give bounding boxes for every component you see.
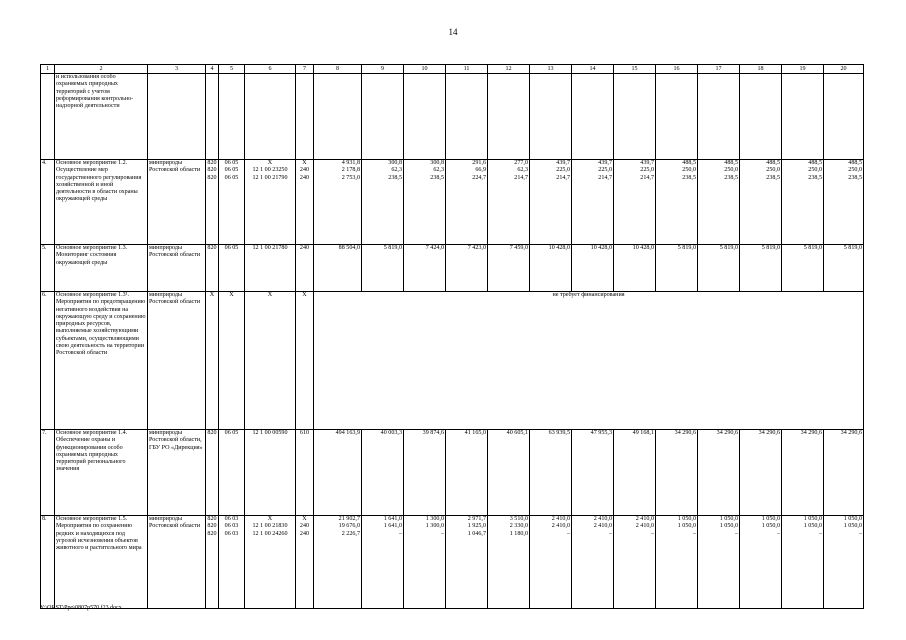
amount-cell	[314, 430, 362, 516]
amount-value: 1 925,0	[467, 523, 486, 530]
row-title: Основное мероприятие 1.4. Обеспечение охраны и функционирования особо охраняемых природных территорий регионального значения	[55, 430, 148, 516]
amount-value: 2 753,0	[341, 174, 360, 181]
code-cell	[219, 430, 245, 516]
amount-value: 5 819,0	[719, 245, 738, 251]
amount-value: –	[650, 530, 654, 537]
row-number: 4.	[41, 160, 55, 245]
row-executor: минприроды Ростовской области	[148, 292, 206, 430]
code-value: 820	[207, 245, 217, 251]
amount-value: –	[776, 530, 780, 537]
row-title: Основное мероприятие 1.5. Мероприятия по сохранению редких и находящихся под угрозой исчезновения объектов животного и растительного мира	[55, 516, 148, 609]
code-value: 240	[299, 245, 310, 251]
amount-value: 2 226,7	[341, 530, 360, 537]
amount-cell	[530, 245, 572, 292]
table-row	[41, 245, 864, 292]
code-cell: X	[296, 292, 314, 430]
column-number: 14	[572, 65, 614, 74]
code-cell	[245, 516, 296, 609]
amount-value: 10 428,0	[590, 245, 612, 251]
row-number: 8.	[41, 516, 55, 609]
table-row	[41, 74, 864, 160]
amount-cell	[488, 245, 530, 292]
amount-value: 214,7	[640, 174, 654, 181]
amount-cell	[740, 160, 782, 245]
amount-value: 439,7	[556, 160, 570, 166]
code-cell	[245, 245, 296, 292]
code-cell	[245, 430, 296, 516]
amount-value: 1 046,7	[467, 530, 486, 537]
row-title: Основное мероприятие 1.2. Осуществление мер государственного регулирования хозяйственной и иной деятельности в области охраны окружающей среды	[55, 160, 148, 245]
amount-value: –	[440, 530, 444, 537]
code-cell	[206, 430, 219, 516]
code-value: X	[267, 516, 273, 522]
code-value: 06 05	[224, 167, 239, 174]
amount-value: 238,5	[766, 174, 780, 181]
code-value: 610	[299, 430, 310, 436]
amount-value: –	[692, 530, 696, 537]
amount-value: 2 410,0	[593, 523, 612, 530]
amount-value: 238,5	[724, 174, 738, 181]
code-value: 12 1 00 21780	[252, 245, 288, 251]
amount-cell	[698, 160, 740, 245]
code-cell	[296, 516, 314, 609]
amount-cell	[404, 516, 446, 609]
amount-value: 2 178,8	[341, 167, 360, 174]
column-number: 16	[656, 65, 698, 74]
amount-cell	[782, 160, 824, 245]
code-cell	[296, 245, 314, 292]
amount-cell	[530, 516, 572, 609]
amount-cell	[404, 160, 446, 245]
amount-value: 4 931,8	[341, 160, 360, 166]
amount-cell	[446, 516, 488, 609]
column-number: 18	[740, 65, 782, 74]
amount-value: –	[818, 530, 822, 537]
code-cell	[219, 160, 245, 245]
column-number: 7	[296, 65, 314, 74]
amount-value: 2 410,0	[635, 523, 654, 530]
amount-value: 1 180,0	[509, 530, 528, 537]
code-value: 12 1 00 23250	[252, 167, 288, 174]
code-value: 06 05	[224, 174, 239, 181]
amount-value: 62,3	[433, 167, 444, 174]
table-row	[41, 160, 864, 245]
amount-value: 238,5	[430, 174, 444, 181]
amount-value: 488,5	[766, 160, 780, 166]
amount-value: 1 300,0	[425, 523, 444, 530]
amount-cell	[362, 516, 404, 609]
code-cell	[219, 516, 245, 609]
amount-cell	[698, 516, 740, 609]
amount-value: 5 819,0	[761, 245, 780, 251]
amount-value: 34 290,6	[674, 430, 696, 436]
row-title: Основное мероприятие 1.3. Мониторинг состояния окружающей среды	[55, 245, 148, 292]
code-cell: X	[245, 292, 296, 430]
code-value: 06 05	[224, 430, 239, 436]
amount-cell	[314, 160, 362, 245]
amount-value: 5 819,0	[383, 245, 402, 251]
amount-value: 250,0	[848, 167, 862, 174]
amount-value: 488,5	[682, 160, 696, 166]
column-number: 4	[206, 65, 219, 74]
no-financing-note: не требует финансирования	[314, 292, 864, 430]
amount-value: 1 050,0	[719, 516, 738, 522]
amount-value: 1 050,0	[677, 516, 696, 522]
row-executor: минприроды Ростовской области, ГБУ РО «Дирекция»	[148, 430, 206, 516]
amount-value: 1 050,0	[761, 516, 780, 522]
amount-value: 238,5	[808, 174, 822, 181]
amount-value: 225,0	[598, 167, 612, 174]
amount-value: 494 163,9	[335, 430, 360, 436]
amount-cell	[488, 430, 530, 516]
amount-value: 488,5	[848, 160, 862, 166]
amount-cell	[572, 430, 614, 516]
amount-value: 66,9	[475, 167, 486, 174]
amount-cell	[572, 516, 614, 609]
amount-value: 40 605,1	[506, 430, 528, 436]
column-number-row	[41, 65, 864, 74]
amount-value: 1 050,0	[843, 516, 862, 522]
column-number: 5	[219, 65, 245, 74]
row-number: 6.	[41, 292, 55, 430]
column-number: 3	[148, 65, 206, 74]
amount-cell	[614, 160, 656, 245]
code-value: 06 03	[224, 523, 239, 530]
amount-cell	[404, 245, 446, 292]
amount-value: 439,7	[640, 160, 654, 166]
amount-value: 40 003,3	[380, 430, 402, 436]
amount-value: 291,6	[472, 160, 486, 166]
amount-value: 2 410,0	[551, 516, 570, 522]
amount-value: 21 902,7	[338, 516, 360, 522]
amount-value: 300,8	[388, 160, 402, 166]
column-number: 8	[314, 65, 362, 74]
code-value: 12 1 00 24260	[252, 530, 288, 537]
amount-value: 2 410,0	[551, 523, 570, 530]
amount-value: 1 300,0	[425, 516, 444, 522]
code-value: X	[302, 160, 307, 166]
amount-cell	[362, 160, 404, 245]
amount-cell	[530, 160, 572, 245]
amount-cell	[488, 516, 530, 609]
file-path-footer: Y:\ORST\Ppo\0807p570.f23.docx	[40, 605, 122, 611]
code-cell	[296, 160, 314, 245]
code-value: 06 05	[224, 160, 239, 166]
amount-value: 41 165,0	[464, 430, 486, 436]
amount-cell	[362, 245, 404, 292]
amount-value: 2 410,0	[635, 516, 654, 522]
amount-value: 439,7	[598, 160, 612, 166]
code-cell	[206, 245, 219, 292]
amount-cell	[698, 430, 740, 516]
amount-value: 39 874,6	[422, 430, 444, 436]
amount-cell	[446, 430, 488, 516]
amount-value: 214,7	[514, 174, 528, 181]
amount-cell	[488, 160, 530, 245]
amount-value: 225,0	[556, 167, 570, 174]
amount-cell	[614, 430, 656, 516]
amount-value: 34 290,6	[716, 430, 738, 436]
amount-cell	[446, 245, 488, 292]
amount-value: 1 641,0	[383, 523, 402, 530]
amount-value: 34 290,6	[840, 430, 862, 436]
amount-value: 214,7	[556, 174, 570, 181]
amount-value: 49 168,1	[632, 430, 654, 436]
amount-value: –	[734, 530, 738, 537]
amount-value: 2 330,0	[509, 523, 528, 530]
code-cell: X	[219, 292, 245, 430]
amount-value: 7 459,0	[509, 245, 528, 251]
amount-value: 488,5	[724, 160, 738, 166]
amount-value: 34 290,6	[800, 430, 822, 436]
amount-cell	[782, 516, 824, 609]
amount-value: 19 676,0	[338, 523, 360, 530]
code-value: 820	[207, 160, 217, 166]
amount-value: 238,5	[388, 174, 402, 181]
amount-cell	[740, 245, 782, 292]
amount-value: 62,3	[517, 167, 528, 174]
table-row	[41, 430, 864, 516]
column-number: 13	[530, 65, 572, 74]
amount-value: 5 819,0	[677, 245, 696, 251]
code-value: X	[267, 160, 273, 166]
amount-value: 1 050,0	[843, 523, 862, 530]
amount-cell	[782, 430, 824, 516]
code-cell	[206, 516, 219, 609]
code-cell	[296, 430, 314, 516]
column-number: 12	[488, 65, 530, 74]
amount-value: 62,3	[391, 167, 402, 174]
amount-cell	[404, 430, 446, 516]
column-number: 15	[614, 65, 656, 74]
code-value: 820	[207, 523, 217, 530]
amount-cell	[446, 160, 488, 245]
amount-value: 488,5	[808, 160, 822, 166]
code-value: 820	[207, 516, 217, 522]
amount-value: 214,7	[598, 174, 612, 181]
amount-cell	[530, 430, 572, 516]
amount-value: 250,0	[808, 167, 822, 174]
amount-cell	[656, 430, 698, 516]
amount-value: 47 955,3	[590, 430, 612, 436]
amount-value: 2 971,7	[467, 516, 486, 522]
amount-value: 5 819,0	[843, 245, 862, 251]
amount-cell	[572, 245, 614, 292]
amount-value: 238,5	[848, 174, 862, 181]
code-value: 06 03	[224, 530, 239, 537]
amount-value: 250,0	[682, 167, 696, 174]
amount-cell	[314, 516, 362, 609]
amount-value: 1 050,0	[677, 523, 696, 530]
amount-value: 5 819,0	[803, 245, 822, 251]
code-value: 12 1 00 00590	[252, 430, 288, 436]
row-number: 7.	[41, 430, 55, 516]
code-value: 06 05	[224, 245, 239, 251]
amount-value: 63 939,5	[548, 430, 570, 436]
amount-value: 1 050,0	[803, 523, 822, 530]
amount-value: 10 428,0	[632, 245, 654, 251]
amount-cell	[824, 245, 864, 292]
amount-value: 88 504,0	[338, 245, 360, 251]
amount-value: 10 428,0	[548, 245, 570, 251]
amount-value: –	[398, 530, 402, 537]
row-title: Основное мероприятие 1.3¹. Мероприятия по предотвращению негативного воздействия на окружающую среду и сохранению природных ресурсов, выполняемые хозяйствующими субъектами, осуществляющими свою деятельность на территории Ростовской области	[55, 292, 148, 430]
column-number: 20	[824, 65, 864, 74]
amount-cell	[314, 245, 362, 292]
amount-cell	[824, 430, 864, 516]
column-number: 10	[404, 65, 446, 74]
amount-cell	[656, 160, 698, 245]
column-number: 1	[41, 65, 55, 74]
code-value: 240	[299, 174, 310, 181]
code-value: 12 1 00 21830	[252, 523, 288, 530]
row-title: и использования особо охраняемых природных территорий с учетом реформирования контрольно-надзорной деятельности	[55, 74, 148, 160]
code-value: 820	[207, 174, 217, 181]
page-number: 14	[448, 27, 458, 37]
amount-value: 2 410,0	[593, 516, 612, 522]
code-cell	[219, 245, 245, 292]
code-value: 820	[207, 167, 217, 174]
amount-cell	[572, 160, 614, 245]
amount-cell	[656, 516, 698, 609]
amount-cell	[824, 160, 864, 245]
amount-cell	[362, 430, 404, 516]
column-number: 11	[446, 65, 488, 74]
amount-value: –	[566, 530, 570, 537]
amount-value: 1 050,0	[719, 523, 738, 530]
column-number: 9	[362, 65, 404, 74]
amount-value: 3 510,0	[509, 516, 528, 522]
row-executor: минприроды Ростовской области	[148, 516, 206, 609]
table-row	[41, 292, 864, 430]
row-number: 5.	[41, 245, 55, 292]
amount-cell	[740, 430, 782, 516]
amount-value: 224,7	[472, 174, 486, 181]
amount-value: 225,0	[640, 167, 654, 174]
code-value: 820	[207, 430, 217, 436]
code-value: X	[302, 516, 307, 522]
amount-cell	[614, 516, 656, 609]
amount-value: 1 641,0	[383, 516, 402, 522]
amount-cell	[656, 245, 698, 292]
code-value: 240	[299, 167, 310, 174]
code-value: 06 03	[224, 516, 239, 522]
amount-cell	[698, 245, 740, 292]
amount-value: –	[608, 530, 612, 537]
amount-value: 1 050,0	[761, 523, 780, 530]
row-executor: минприроды Ростовской области	[148, 160, 206, 245]
column-number: 2	[55, 65, 148, 74]
amount-value: 34 290,6	[758, 430, 780, 436]
code-cell	[206, 160, 219, 245]
amount-cell	[740, 516, 782, 609]
amount-cell	[824, 516, 864, 609]
amount-value: 250,0	[724, 167, 738, 174]
column-number: 19	[782, 65, 824, 74]
code-value: 12 1 00 21790	[252, 174, 288, 181]
code-value: 240	[299, 523, 310, 530]
code-value: 240	[299, 530, 310, 537]
amount-value: –	[858, 530, 862, 537]
amount-cell	[782, 245, 824, 292]
code-value: 820	[207, 530, 217, 537]
amount-value: 300,8	[430, 160, 444, 166]
program-table	[40, 64, 864, 609]
amount-value: 277,0	[514, 160, 528, 166]
row-executor: минприроды Ростовской области	[148, 245, 206, 292]
amount-value: 250,0	[766, 167, 780, 174]
table-row	[41, 516, 864, 609]
amount-value: 1 050,0	[803, 516, 822, 522]
column-number: 17	[698, 65, 740, 74]
code-cell: X	[206, 292, 219, 430]
amount-cell	[614, 245, 656, 292]
column-number: 6	[245, 65, 296, 74]
amount-value: 7 423,0	[467, 245, 486, 251]
code-cell	[245, 160, 296, 245]
amount-value: 238,5	[682, 174, 696, 181]
amount-value: 7 424,0	[425, 245, 444, 251]
